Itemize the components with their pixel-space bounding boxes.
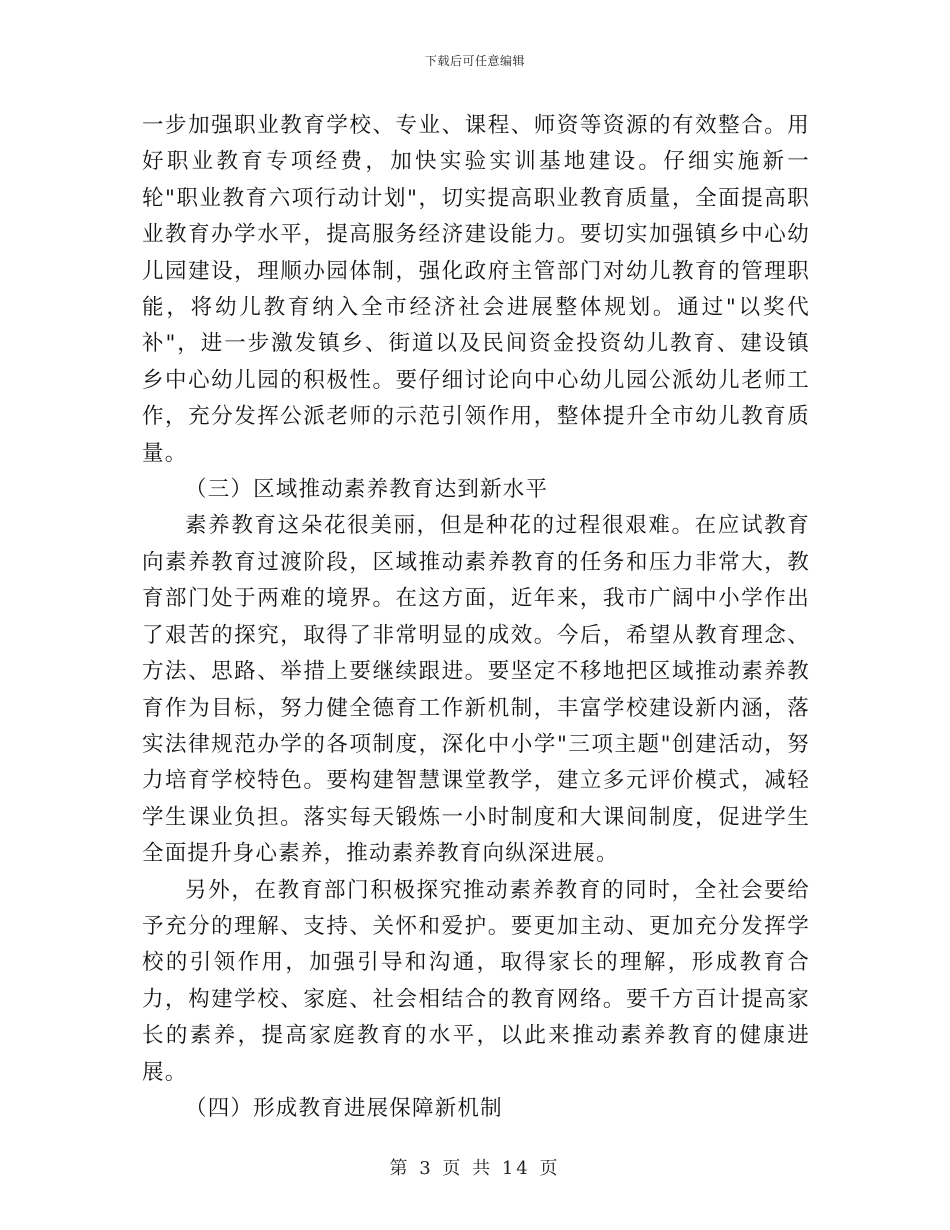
section-heading-4: （四）形成教育进展保障新机制 xyxy=(185,1095,503,1121)
page-header: 下载后可任意编辑 xyxy=(424,54,525,68)
paragraph: 另外，在教育部门积极探究推动素养教育的同时，全社会要给予充分的理解、支持、关怀和爱护。要更加主动、更加充分发挥学校的引领作用，加强引导和沟通，取得家长的理解，形成教育合力，构建学校、家庭、社会相结合的教育网络。要千方百计提高家长的素养，提高家庭教育的水平，以此来推动素养教育的健康进展。 xyxy=(142,877,810,1085)
paragraph-continued: 一步加强职业教育学校、专业、课程、师资等资源的有效整合。用好职业教育专项经费，加快实验实训基地建设。仔细实施新一轮"职业教育六项行动计划"，切实提高职业教育质量，全面提高职业教育办学水平，提高服务经济建设能力。要切实加强镇乡中心幼儿园建设，理顺办园体制，强化政府主管部门对幼儿教育的管理职能，将幼儿教育纳入全市经济社会进展整体规划。通过"以奖代补"，进一步激发镇乡、街道以及民间资金投资幼儿教育、建设镇乡中心幼儿园的积极性。要仔细讨论向中心幼儿园公派幼儿老师工作，充分发挥公派老师的示范引领作用，整体提升全市幼儿教育质量。 xyxy=(142,113,810,466)
paragraph: 素养教育这朵花很美丽，但是种花的过程很艰难。在应试教育向素养教育过渡阶段，区域推动素养教育的任务和压力非常大，教育部门处于两难的境界。在这方面，近年来，我市广阔中小学作出了艰苦的探究，取得了非常明显的成效。今后，希望从教育理念、方法、思路、举措上要继续跟进。要坚定不移地把区域推动素养教育作为目标，努力健全德育工作新机制，丰富学校建设新内涵，落实法律规范办学的各项制度，深化中小学"三项主题"创建活动，努力培育学校特色。要构建智慧课堂教学，建立多元评价模式，减轻学生课业负担。落实每天锻炼一小时制度和大课间制度，促进学生全面提升身心素养，推动素养教育向纵深进展。 xyxy=(142,513,810,867)
document-body xyxy=(142,108,810,1127)
section-heading-3: （三）区域推动素养教育达到新水平 xyxy=(185,477,549,503)
page-footer: 第 3 页 共 14 页 xyxy=(389,1158,561,1179)
